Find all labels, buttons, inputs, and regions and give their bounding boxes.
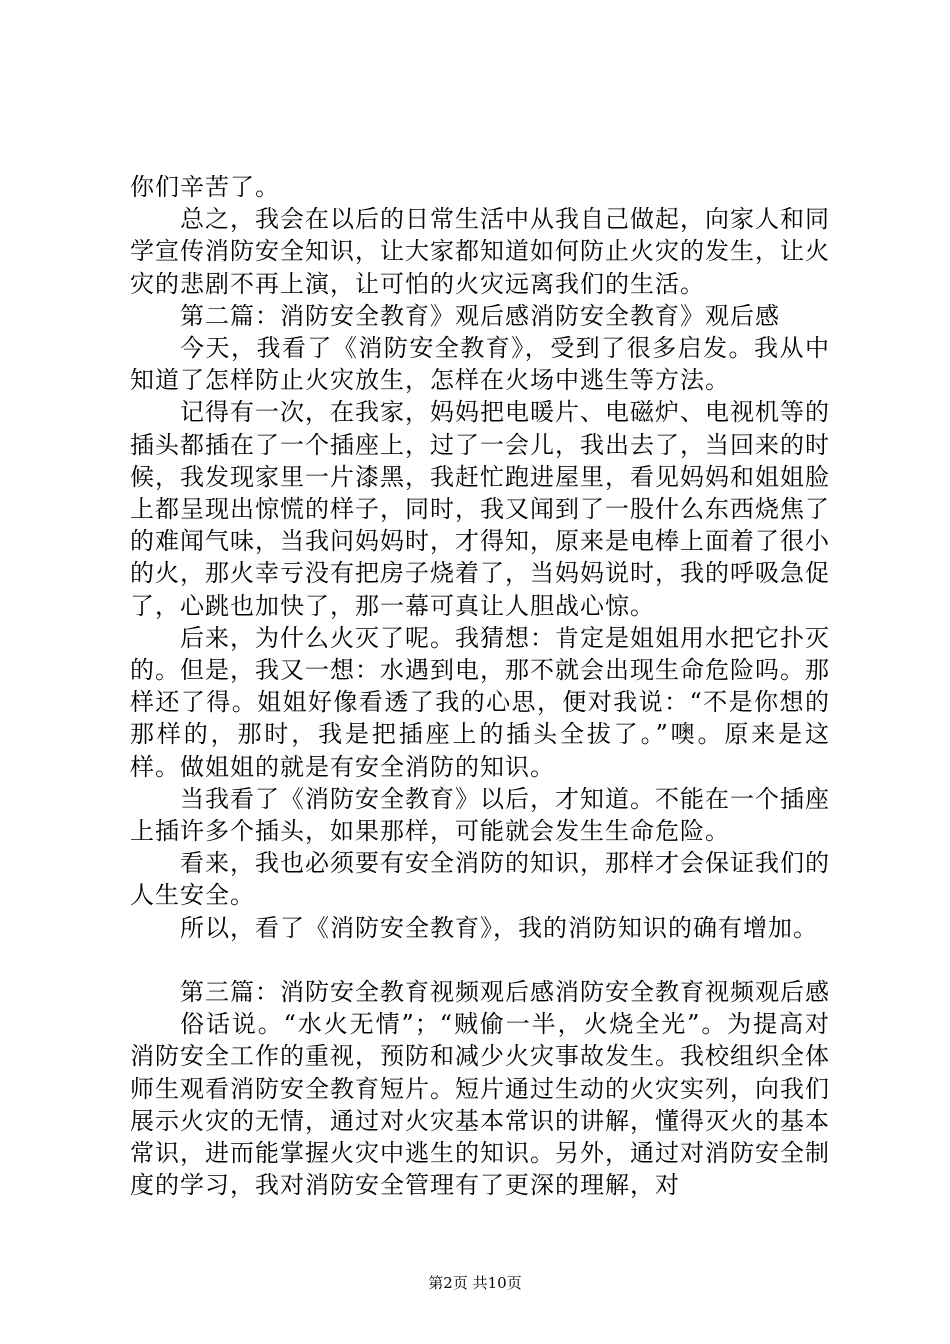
paragraph-6: 后来，为什么火灭了呢。我猜想：肯定是姐姐用水把它扑灭的。但是，我又一想：水遇到电，那不就会出现生命危险吗。那样还了得。姐姐好像看透了我的心思，便对我说：“不是你想的那样的，那时，我是把插座上的插头全拔了。”噢。原来是这样。做姐姐的就是有安全消防的知识。 [130, 623, 830, 781]
blank-line [130, 944, 830, 976]
page-footer: 第2页 共10页 [428, 1274, 522, 1292]
paragraph-9: 所以，看了《消防安全教育》，我的消防知识的确有增加。 [180, 913, 818, 942]
paragraph-8: 看来，我也必须要有安全消防的知识，那样才会保证我们的人生安全。 [130, 849, 830, 910]
section-heading-3: 第三篇：消防安全教育视频观后感消防安全教育视频观后感 [180, 978, 830, 1007]
section-heading-2: 第二篇：消防安全教育》观后感消防安全教育》观后感 [180, 301, 780, 330]
paragraph-7: 当我看了《消防安全教育》以后，才知道。不能在一个插座上插许多个插头，如果那样，可能就会发生生命危险。 [130, 784, 830, 846]
paragraph-2: 总之，我会在以后的日常生活中从我自己做起，向家人和同学宣传消防安全知识，让大家都知道如何防止火灾的发生，让火灾的悲剧不再上演，让可怕的火灾远离我们的生活。 [130, 205, 830, 298]
paragraph-4: 今天，我看了《消防安全教育》，受到了很多启发。我从中知道了怎样防止火灾放生，怎样在火场中逃生等方法。 [130, 334, 830, 395]
paragraph-5: 记得有一次，在我家，妈妈把电暖片、电磁炉、电视机等的插头都插在了一个插座上，过了一会儿，我出去了，当回来的时候，我发现家里一片漆黑，我赶忙跑进屋里，看见妈妈和姐姐脸上都呈现出惊慌的样子，同时，我又闻到了一股什么东西烧焦了的难闻气味，当我问妈妈时，才得知，原来是电棒上面着了很小的火，那火幸亏没有把房子烧着了，当妈妈说时，我的呼吸急促了，心跳也加快了，那一幕可真让人胆战心惊。 [130, 398, 830, 620]
paragraph-12: 俗话说。“水火无情”；“贼偷一半，火烧全光”。为提高对消防安全工作的重视，预防和减少火灾事故发生。我校组织全体师生观看消防安全教育短片。短片通过生动的火灾实列，向我们展示火灾的无情，通过对火灾基本常识的讲解，懂得灭火的基本常识，进而能掌握火灾中逃生的知识。另外，通过对消防安全制度的学习，我对消防安全管理有了更深的理解，对 [130, 1010, 830, 1200]
document-body [130, 171, 830, 1201]
paragraph-1: 你们辛苦了。 [130, 173, 280, 201]
